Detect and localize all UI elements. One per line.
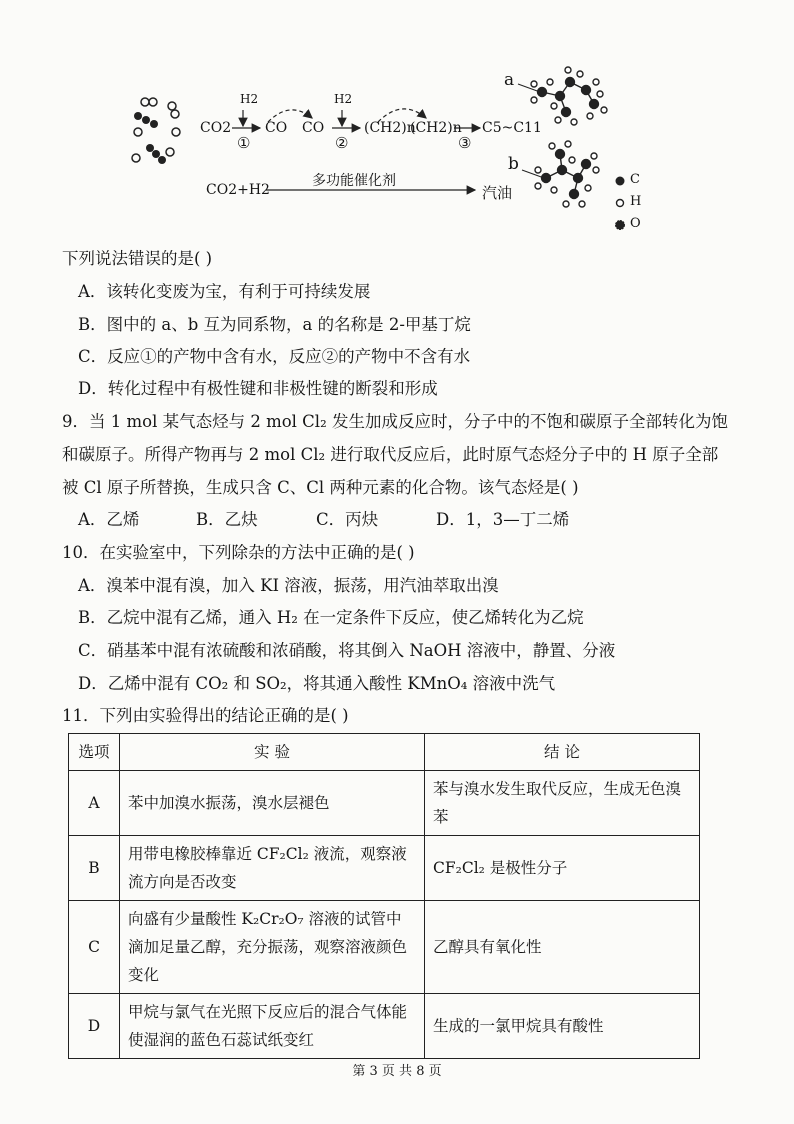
q10-option-b: B．乙烷中混有乙烯，通入 H₂ 在一定条件下反应，使乙烯转化为乙烷 — [78, 608, 584, 627]
reaction-scheme-svg — [120, 60, 680, 240]
row-a-option: A — [69, 771, 120, 836]
molecule-b-label: b — [508, 154, 519, 174]
page-footer: 第 3 页 共 8 页 — [352, 1064, 442, 1079]
row-d-conclusion: 生成的一氯甲烷具有酸性 — [425, 994, 700, 1059]
q9-option-d: D．1，3—丁二烯 — [436, 510, 570, 529]
table-row — [69, 771, 700, 836]
co2-label: CO2 — [200, 120, 232, 136]
ch2n-label-2: (CH2)n — [410, 120, 462, 136]
row-b-conclusion: CF₂Cl₂ 是极性分子 — [425, 836, 700, 901]
reactant-molecules-icon — [132, 98, 180, 164]
table-header-row — [69, 734, 700, 771]
q10-option-a: A．溴苯中混有溴，加入 KI 溶液，振荡，用汽油萃取出溴 — [78, 576, 499, 595]
q8-option-a: A．该转化变废为宝，有利于可持续发展 — [78, 282, 371, 301]
q9-option-c: C．丙炔 — [316, 510, 379, 529]
molecule-a-label: a — [504, 70, 515, 90]
row-b-experiment: 用带电橡胶棒靠近 CF₂Cl₂ 液流，观察液流方向是否改变 — [120, 836, 425, 901]
header-option: 选项 — [69, 734, 120, 771]
q9-option-a: A．乙烯 — [78, 510, 140, 529]
row-a-experiment: 苯中加溴水振荡，溴水层褪色 — [120, 771, 425, 836]
q11-stem: 11．下列由实验得出的结论正确的是( ) — [62, 706, 349, 725]
q10-option-d: D．乙烯中混有 CO₂ 和 SO₂，将其通入酸性 KMnO₄ 溶液中洗气 — [78, 674, 556, 693]
legend-c: C — [630, 172, 640, 187]
legend-h: H — [630, 194, 642, 209]
product-label: 汽油 — [482, 184, 513, 202]
overall-reactants-label: CO2+H2 — [206, 182, 270, 198]
q9-line-2: 和碳原子。所得产物再与 2 mol Cl₂ 进行取代反应后，此时原气态烃分子中的 H 原子全部 — [62, 445, 719, 464]
row-a-conclusion: 苯与溴水发生取代反应，生成无色溴苯 — [425, 771, 700, 836]
header-conclusion: 结 论 — [425, 734, 700, 771]
h2-label-1: H2 — [240, 92, 259, 106]
hydrogen-legend-icon — [617, 200, 624, 207]
q10-option-c: C．硝基苯中混有浓硫酸和浓硝酸，将其倒入 NaOH 溶液中，静置、分液 — [78, 641, 616, 660]
q9-option-b: B．乙炔 — [196, 510, 258, 529]
experiment-table — [68, 733, 700, 1059]
molecule-b-icon — [535, 141, 599, 207]
row-d-experiment: 甲烷与氯气在光照下反应后的混合气体能使湿润的蓝色石蕊试纸变红 — [120, 994, 425, 1059]
q8-option-b: B．图中的 a、b 互为同系物，a 的名称是 2-甲基丁烷 — [78, 315, 471, 334]
h2-label-2: H2 — [334, 92, 353, 106]
row-c-experiment: 向盛有少量酸性 K₂Cr₂O₇ 溶液的试管中滴加足量乙醇，充分振荡，观察溶液颜色变化 — [120, 901, 425, 994]
q9-line-3: 被 Cl 原子所替换，生成只含 C、Cl 两种元素的化合物。该气态烃是( ) — [62, 478, 579, 497]
c5-c11-label: C5~C11 — [482, 120, 542, 136]
step-2-label: ② — [335, 134, 349, 152]
q8-option-c: C．反应①的产物中含有水，反应②的产物中不含有水 — [78, 347, 471, 366]
legend-o: O — [630, 216, 641, 231]
molecule-a-icon — [531, 67, 607, 125]
q8-stem: 下列说法错误的是( ) — [62, 249, 213, 268]
step-1-label: ① — [237, 134, 251, 152]
q10-stem: 10．在实验室中，下列除杂的方法中正确的是( ) — [62, 543, 415, 562]
carbon-legend-icon — [616, 177, 625, 186]
ch2n-label-1: (CH2)n — [364, 120, 416, 136]
table-row — [69, 994, 700, 1059]
row-c-conclusion: 乙醇具有氧化性 — [425, 901, 700, 994]
q8-option-d: D．转化过程中有极性键和非极性键的断裂和形成 — [78, 379, 438, 398]
catalyst-label: 多功能催化剂 — [312, 173, 396, 189]
oxygen-legend-icon — [616, 221, 625, 230]
step-3-label: ③ — [458, 134, 472, 152]
co-label-1: CO — [265, 120, 288, 136]
row-c-option: C — [69, 901, 120, 994]
row-d-option: D — [69, 994, 120, 1059]
header-experiment: 实 验 — [120, 734, 425, 771]
table-row — [69, 836, 700, 901]
table-row — [69, 901, 700, 994]
reaction-diagram — [120, 60, 680, 240]
co-label-2: CO — [302, 120, 325, 136]
q9-line-1: 9．当 1 mol 某气态烃与 2 mol Cl₂ 发生加成反应时，分子中的不饱和碳原子全部转化为饱 — [62, 412, 728, 431]
row-b-option: B — [69, 836, 120, 901]
